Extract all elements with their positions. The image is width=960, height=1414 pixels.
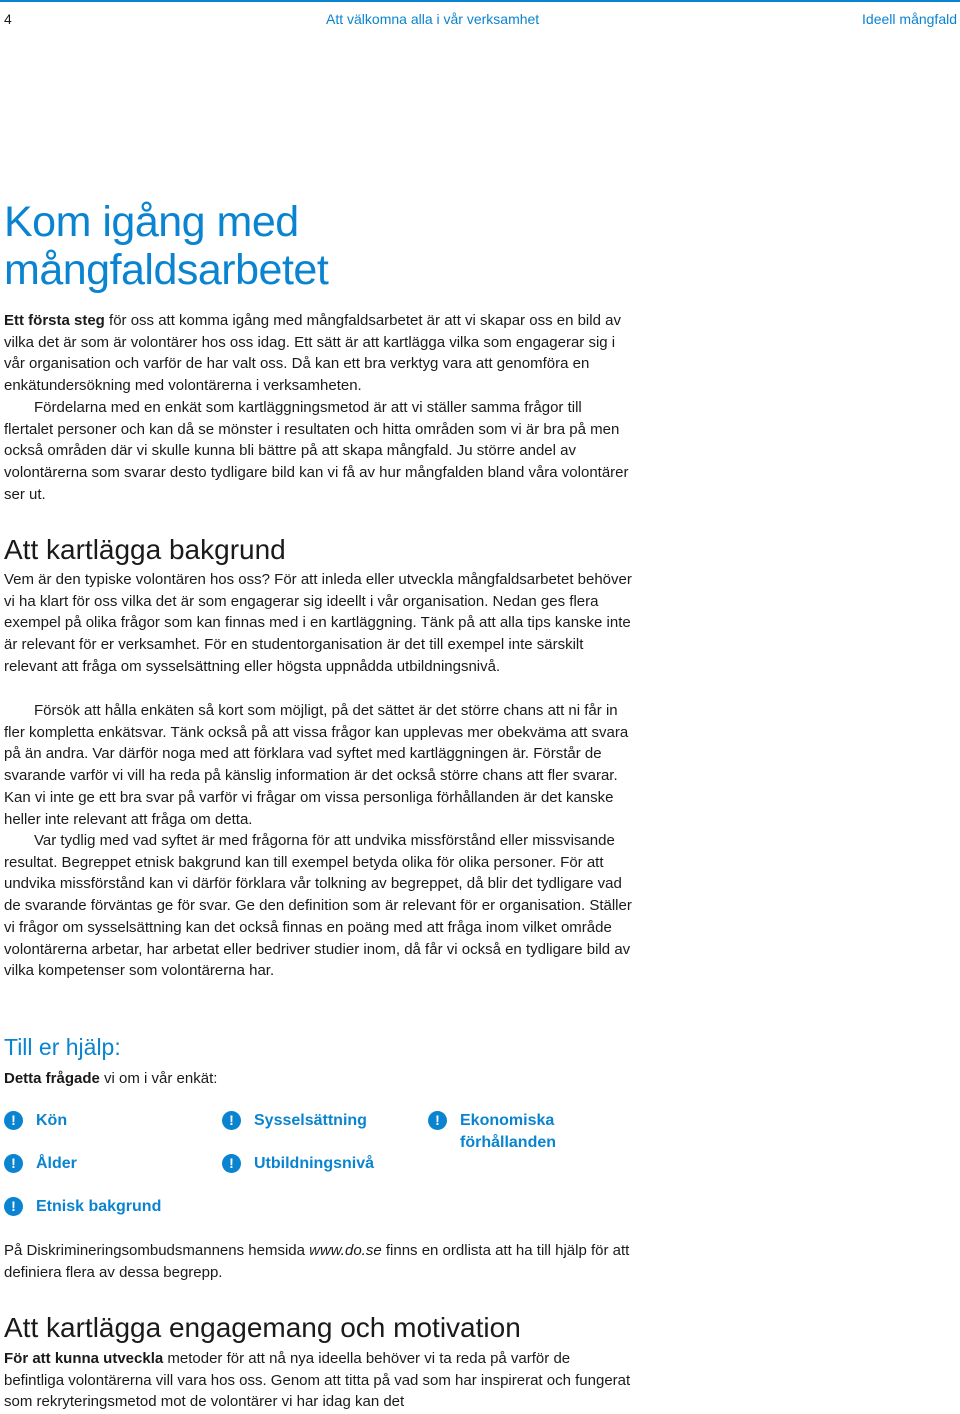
page-number: 4 [4, 11, 12, 27]
question-item-label: Ålder [36, 1155, 77, 1172]
intro-paragraph-2-text: Fördelarna med en enkät som kartläggningsmetod är att vi ställer samma frågor till flertalet personer och kan då se mönster i resultaten och hitta områden som vi är bra på men också områden där vi skulle kunna bli bättre på att skapa mångfald. Ju större andel av volontärerna som svarar desto tydligare bild kan vi få av hur mångfalden bland våra volontärer ser ut. [4, 399, 629, 503]
exclamation-icon: ! [428, 1111, 447, 1130]
intro-paragraph [4, 310, 634, 397]
intro-lead-text: för oss att komma igång med mångfaldsarbetet är att vi skapar oss en bild av vilka det är som är volontärer hos oss idag. Ett sätt är att kartlägga vilka som engagerar sig i vår organisation och varför de har valt oss. Då kan ett bra verktyg vara att genomföra en enkätundersökning med volontärerna i verksamheten. [4, 312, 621, 395]
background-paragraph-2-text: Försök att hålla enkäten så kort som möjligt, på det sättet är det större chans att ni får in fler kompletta enkätsvar. Tänk också på att vissa frågor kan upplevas mer obekväma att svara på än andra. Var därför noga med att förklara vad syftet med kartläggningen är. Förstår de svarande varför vi vill ha reda på känslig information är det också större chans att fler svarar. Kan vi inte ge ett bra svar på varför vi frågar om vissa personliga förhållanden är det kanske heller inte relevant att fråga om detta. [4, 702, 629, 828]
exclamation-icon: ! [4, 1197, 23, 1216]
question-item-label: Ekonomiska förhållanden [460, 1112, 557, 1151]
background-paragraph-2 [4, 700, 634, 830]
background-paragraph-1: Vem är den typiske volontären hos oss? För att inleda eller utveckla mångfaldsarbetet behöver vi ha klart för oss vilka det är som engagerar sig ideellt i vår organisation. Nedan ges flera exempel på olika frågor som kan finnas med i en kartläggning. Tänk på att alla tips kanske inte är relevant för er verksamhet. För en studentorganisation är det till exempel inte särskilt relevant att fråga om sysselsättning eller högsta uppnådda utbildningsnivå. [4, 571, 632, 675]
question-item-label: Utbildningsnivå [254, 1155, 374, 1172]
section-heading-engagement: Att kartlägga engagemang och motivation [4, 1312, 521, 1343]
question-item-utbildningsniva [222, 1153, 374, 1175]
running-section-title: Att välkomna alla i vår verksamhet [326, 11, 540, 27]
intro-lead-bold: Ett första steg [4, 312, 105, 329]
help-intro-text: vi om i vår enkät: [99, 1070, 218, 1087]
do-note-text-before: På Diskrimineringsombudsmannens hemsida [4, 1242, 310, 1259]
exclamation-icon: ! [222, 1111, 241, 1130]
engagement-lead-text: metoder för att nå nya ideella behöver vi ta reda på varför de befintliga volontärerna vill vara hos oss. Genom att titta på vad som har inspirerat och fungerat som rekryteringsmetod mot de volontärer vi har idag kan det [4, 1350, 631, 1411]
exclamation-icon: ! [4, 1111, 23, 1130]
page-title [4, 198, 328, 294]
exclamation-icon: ! [222, 1154, 241, 1173]
page-title-line-1: Kom igång med [4, 198, 299, 246]
engagement-lead-bold: För att kunna utveckla [4, 1350, 164, 1367]
question-item-label: Kön [36, 1112, 68, 1129]
help-intro-bold: Detta frågade [4, 1070, 100, 1087]
background-paragraph-3 [4, 830, 634, 982]
question-item-sysselsattning [222, 1110, 367, 1132]
page-header [0, 0, 960, 34]
do-note-text-after: finns en ordlista att ha till hjälp för att definiera flera av dessa begrepp. [4, 1242, 630, 1281]
question-item-kon [4, 1110, 67, 1132]
do-website-link[interactable]: www.do.se [309, 1242, 382, 1259]
engagement-paragraph [4, 1348, 634, 1413]
question-item-label: Sysselsättning [254, 1112, 367, 1129]
question-item-alder [4, 1153, 77, 1175]
intro-paragraph-2 [4, 397, 634, 506]
do-reference-note [4, 1240, 634, 1283]
page-title-line-2: mångfaldsarbetet [4, 246, 329, 294]
question-item-ekonomiska-forhallanden [428, 1110, 598, 1153]
question-item-etnisk-bakgrund [4, 1196, 161, 1218]
header-rule [0, 0, 960, 2]
question-item-label: Etnisk bakgrund [36, 1198, 162, 1215]
background-paragraph-3-text: Var tydlig med vad syftet är med frågorna för att undvika missförstånd eller missvisande resultat. Begreppet etnisk bakgrund kan till exempel betyda olika för olika personer. För att undvika missförstånd kan vi därför förklara vår tolkning av begreppet, då blir det tydligare vad de svarande förväntas ge för svar. Ge den definition som är relevant för er organisation. Ställer vi frågor om sysselsättning kan det också finnas en poäng med att fråga inom vilket område volontärerna arbetar, har arbetat eller bedriver studier inom, då får vi också en tydligare bild av vilka kompetenser som volontärerna har. [4, 832, 632, 980]
help-heading: Till er hjälp: [4, 1034, 121, 1060]
running-publication-title: Ideell mångfald [862, 11, 957, 27]
help-intro [4, 1068, 634, 1090]
exclamation-icon: ! [4, 1154, 23, 1173]
section-heading-background: Att kartlägga bakgrund [4, 534, 286, 565]
